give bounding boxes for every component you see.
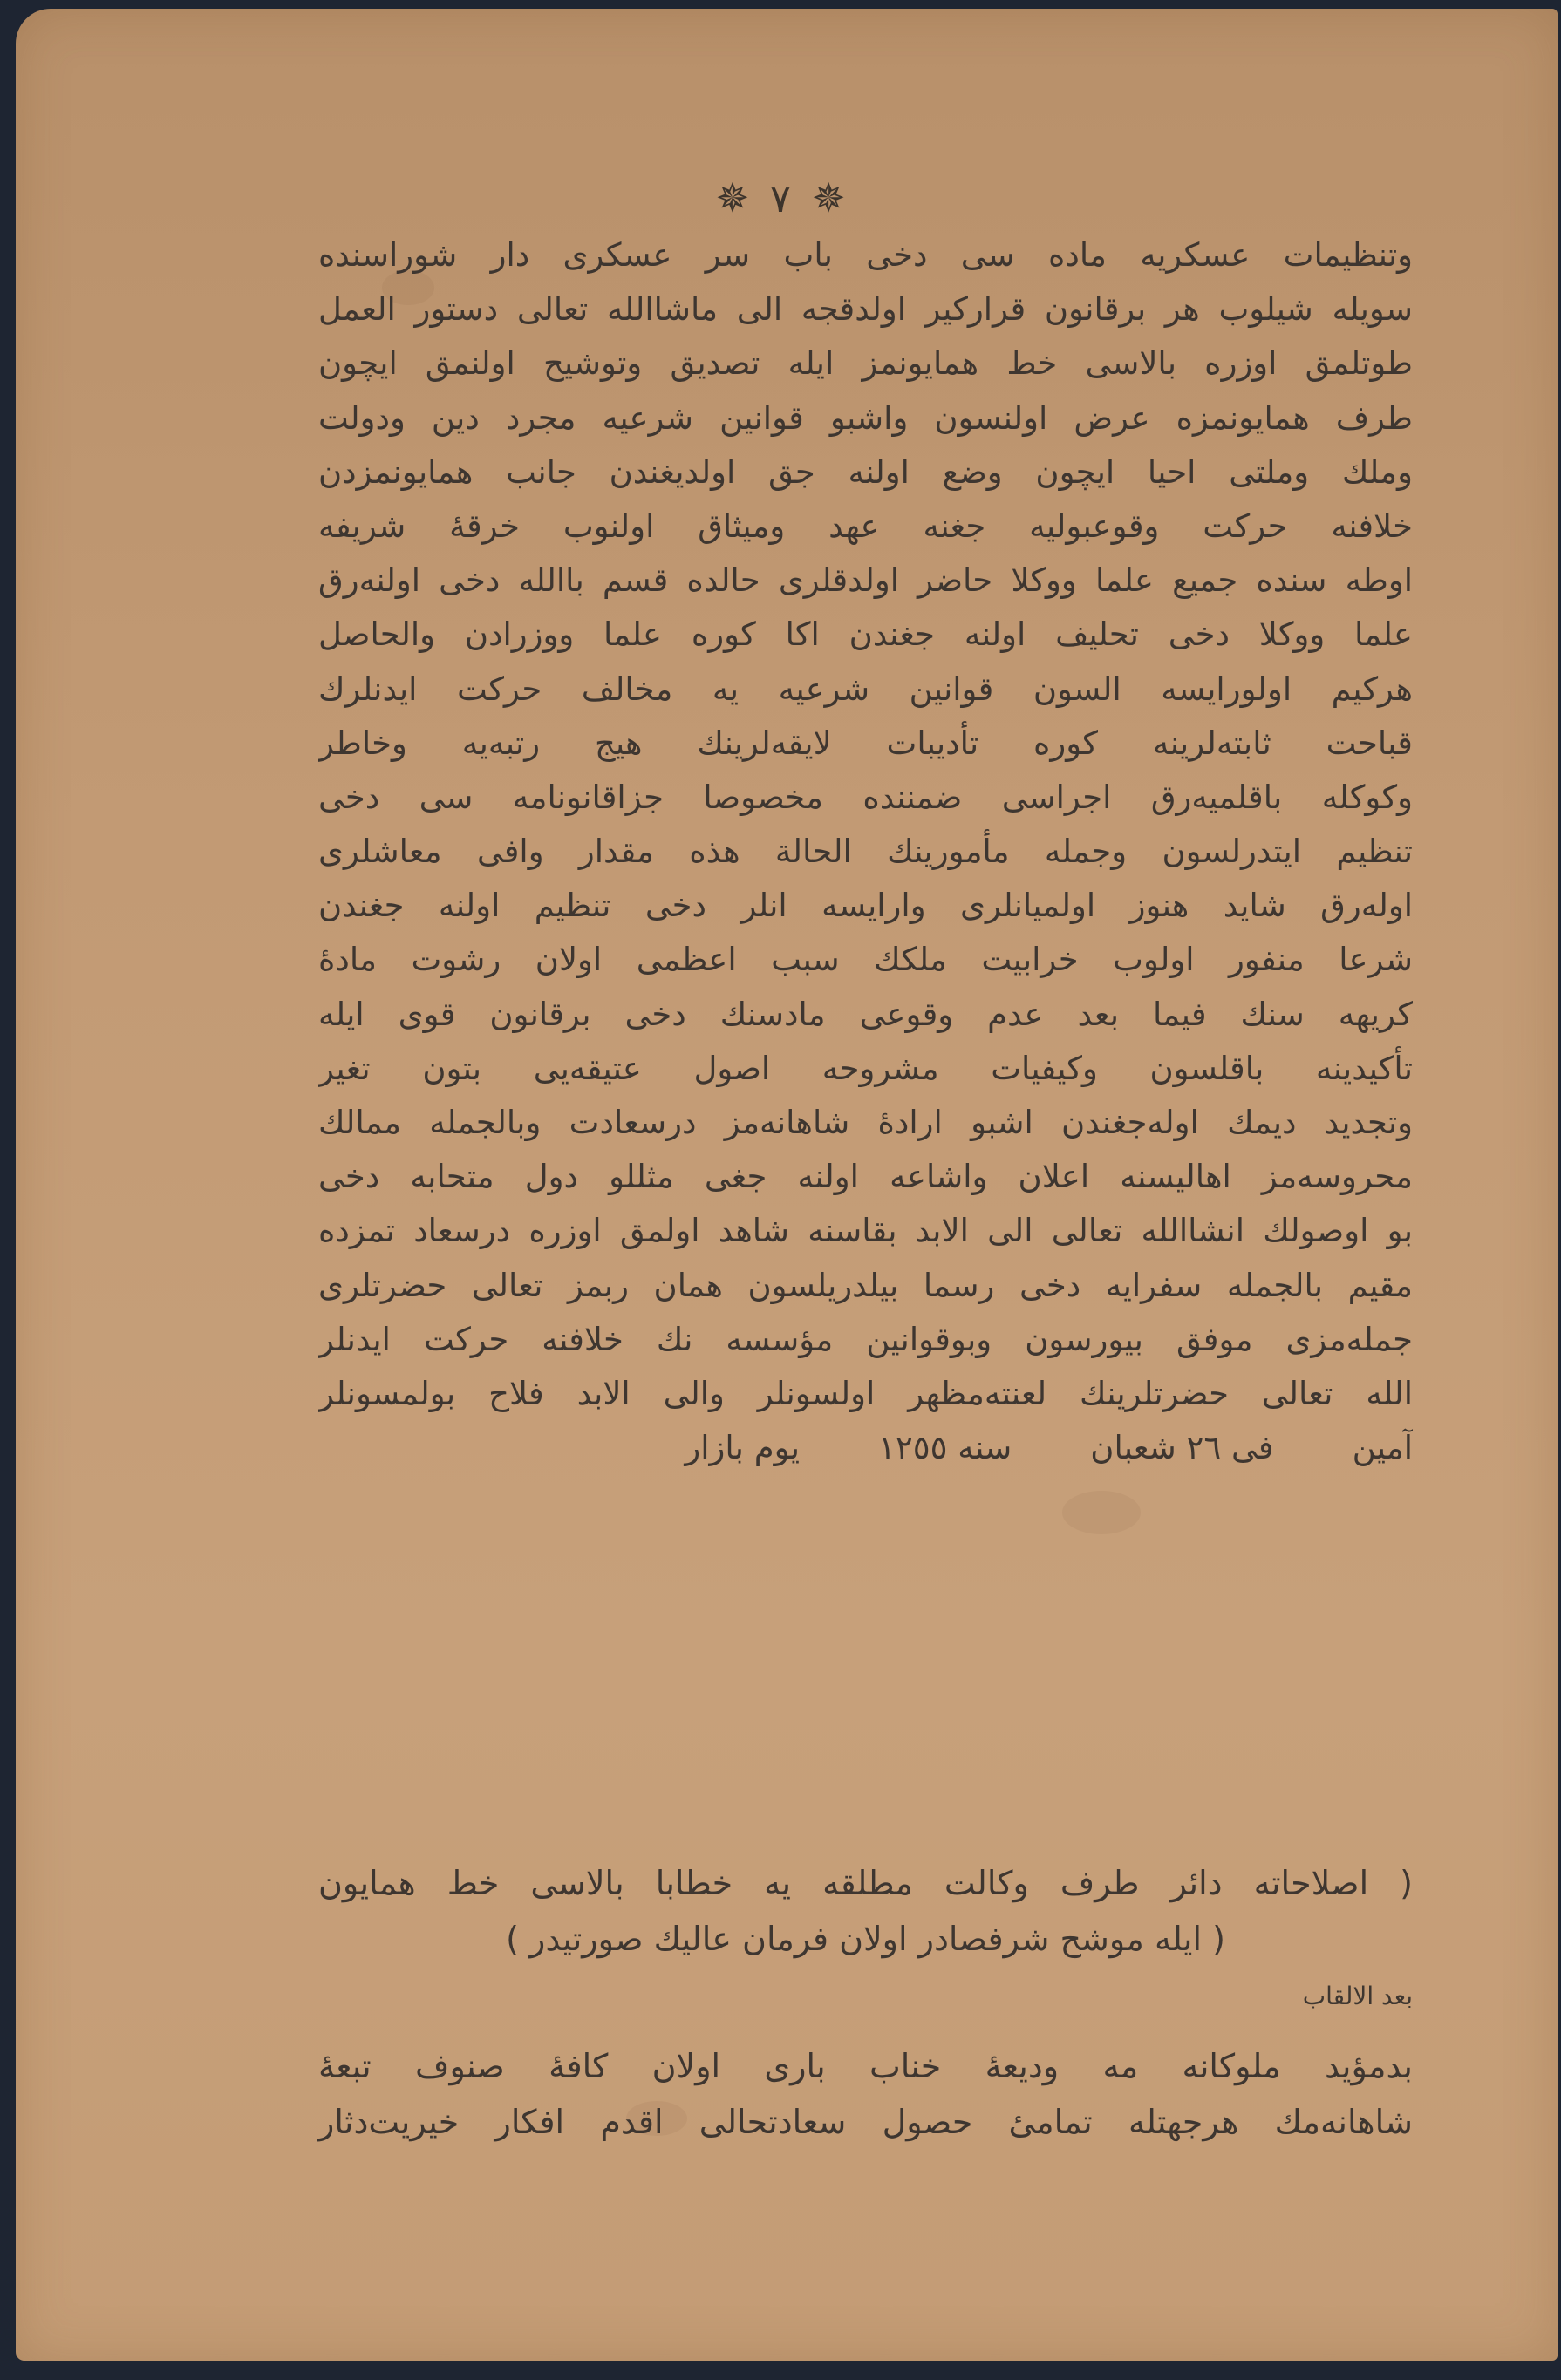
amen-word: آمين (1352, 1429, 1413, 1467)
page-number-header (0, 174, 1561, 221)
text-line: تنظيم ايتدرلسون وجمله مأمورينك الحالة هذه مقدار وافى معاشلرى (318, 833, 1413, 871)
section-heading-line-2: ( ايله موشح شرفصادر اولان فرمان عاليك صورتيدر ) (506, 1920, 1225, 1958)
text-line: كريهه سنك فيما بعد عدم وقوعى مادسنك دخى برقانون قوى ايله (318, 995, 1413, 1033)
date-year: سنه ١٢٥٥ (878, 1429, 1012, 1467)
text-line: وتنظيمات عسكريه ماده سى دخى باب سر عسكرى دار شوراسنده (318, 236, 1413, 274)
text-line: شاهانه‌مك هرجهتله تمامىٔ حصول سعادتحالى اقدم افكار خيريت‌دثار (318, 2103, 1413, 2141)
text-line: جمله‌مزى موفق بيورسون وبوقوانين مؤسسه نك خلافنه حركت ايدنلر (318, 1320, 1413, 1358)
text-line: محروسه‌مز اهاليسنه اعلان واشاعه اولنه جغى مثللو دول متحابه دخى (318, 1158, 1413, 1196)
text-line: الله تعالى حضرتلرينك لعنته‌مظهر اولسونلر والى الابد فلاح بولمسونلر (318, 1374, 1413, 1412)
text-line: شرعا منفور اولوب خرابيت ملكك سبب اعظمى اولان رشوت مادهٔ (318, 941, 1413, 979)
date-day-month: فى ٢٦ شعبان (1090, 1429, 1274, 1467)
text-line: بدمؤيد ملوكانه مه وديعهٔ خناب بارى اولان كافهٔ صنوف تبعهٔ (318, 2047, 1413, 2085)
section-heading-line-1: ( اصلاحاته دائر طرف وكالت مطلقه يه خطابا بالاسى خط همايون (318, 1864, 1413, 1902)
body-text (318, 228, 1413, 1475)
text-line: اوطه سنده جميع علما ووكلا حاضر اولدقلرى حالده قسم باالله دخى اولنه‌رق (318, 561, 1413, 600)
text-line: علما ووكلا دخى تحليف اولنه جغندن اكا كوره علما ووزرادن والحاصل (318, 615, 1413, 654)
text-line: بو اوصولك انشاالله تعالى الى الابد بقاسنه شاهد اولمق اوزره درسعاد تمزده (318, 1212, 1413, 1250)
ornament-right-icon: ✵ (715, 174, 750, 221)
text-line: هركيم اولورايسه السون قوانين شرعيه يه مخالف حركت ايدنلرك (318, 670, 1413, 708)
section-heading-block (318, 1855, 1413, 2150)
text-line: وكوكله باقلميه‌رق اجراسى ضمننده مخصوصا جزاقانونامه سى دخى (318, 778, 1413, 816)
text-line: خلافنه حركت وقوعبوليه جغنه عهد وميثاق اولنوب خرقهٔ شريفه (318, 507, 1413, 545)
text-line: مقيم بالجمله سفرايه دخى رسما بيلدريلسون همان ربمز تعالى حضرتلرى (318, 1266, 1413, 1304)
text-line: وملك وملتى احيا ايچون وضع اولنه جق اولديغندن جانب همايونمزدن (318, 452, 1413, 491)
date-weekday: يوم بازار (685, 1429, 801, 1467)
paper-stain (1062, 1491, 1141, 1534)
page-number: ٧ (770, 177, 791, 221)
text-line: سويله شيلوب هر برقانون قراركير اولدقجه الى ماشاالله تعالى دستور العمل (318, 290, 1413, 329)
text-line: وتجديد ديمك اوله‌جغندن اشبو ارادهٔ شاهانه‌مز درسعادت وبالجمله ممالك (318, 1104, 1413, 1141)
salutation: بعد الالقاب (1302, 1982, 1413, 2010)
closing-text (318, 2038, 1413, 2150)
ornament-left-icon: ✵ (811, 174, 846, 221)
text-line: تأكيدينه باقلسون وكيفيات مشروحه اصول عتيقه‌يى بتون تغير (318, 1049, 1413, 1087)
text-line: طرف همايونمزه عرض اولنسون واشبو قوانين شرعيه مجرد دين ودولت (318, 398, 1413, 437)
date-line (318, 1421, 1413, 1475)
text-line: اوله‌رق شايد هنوز اولميانلرى وارايسه انلر دخى تنظيم اولنه جغندن (318, 887, 1413, 925)
text-line: طوتلمق اوزره بالاسى خط همايونمز ايله تصديق وتوشيح اولنمق ايچون (318, 344, 1413, 383)
text-line: قباحت ثابته‌لرينه كوره تأديبات لايقه‌لرينك هيج رتبه‌يه وخاطر (318, 724, 1413, 762)
